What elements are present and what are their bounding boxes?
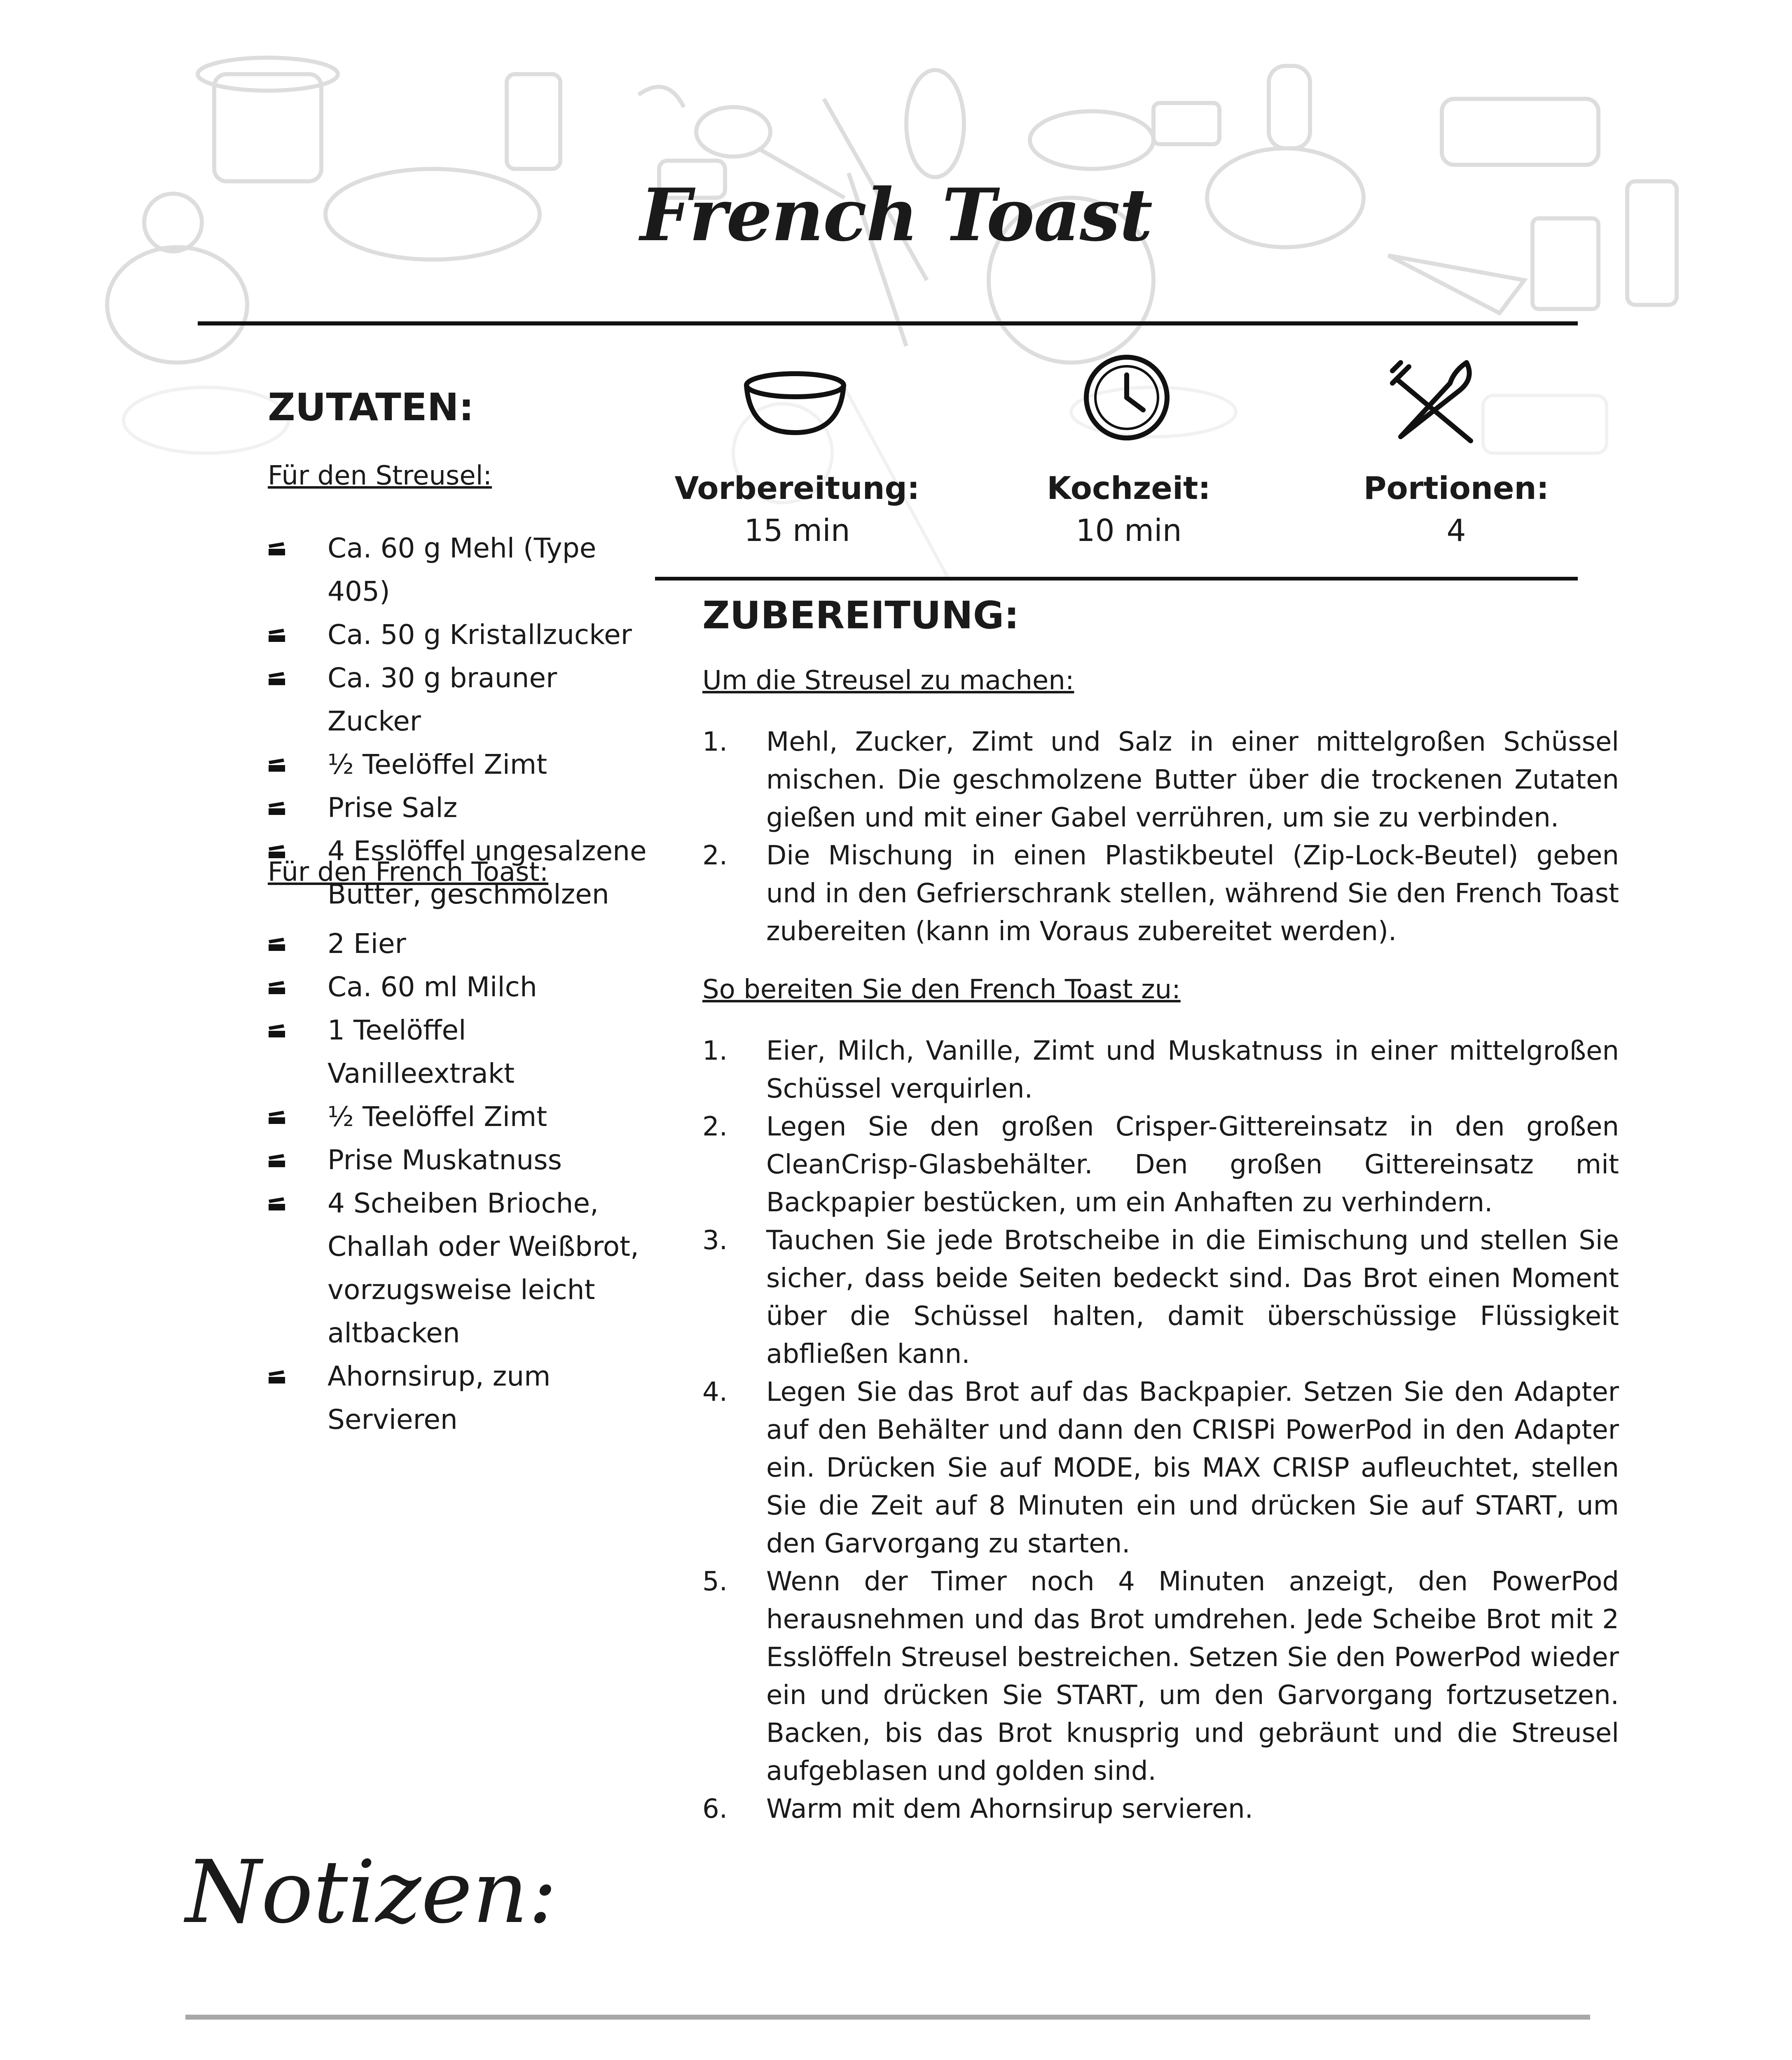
- prep-time-value: 15 min: [744, 513, 850, 548]
- steps-streusel: [702, 723, 1619, 950]
- step-item: 1. Mehl, Zucker, Zimt und Salz in einer mittelgroßen Schüssel mischen. Die geschmolzene Butter über die trockenen Zutaten gießen und mit einer Gabel verrühren, um sie zu verbinden.: [702, 727, 1619, 833]
- bullet-icon: [268, 1197, 286, 1211]
- step-item: 2. Legen Sie den großen Crisper-Gittereinsatz in den großen CleanCrisp-Glasbehälter. Den großen Gittereinsatz mit Backpapier bestücken, um ein Anhaften zu verhindern.: [702, 1112, 1619, 1218]
- ingredient-item: Ca. 60 g Mehl (Type 405): [268, 527, 659, 613]
- servings-value: 4: [1446, 513, 1466, 548]
- preparation-heading: ZUBEREITUNG:: [702, 593, 1020, 637]
- bullet-icon: [268, 1024, 286, 1038]
- clock-icon: [1081, 352, 1172, 443]
- ingredient-item: Prise Salz: [268, 786, 659, 829]
- ingredient-item: ½ Teelöffel Zimt: [268, 743, 659, 786]
- bullet-icon: [268, 1154, 286, 1168]
- ingredient-list-french-toast: [268, 922, 659, 1441]
- ingredient-item: 4 Esslöffel ungesalzene Butter, geschmolzen: [268, 829, 659, 916]
- ingredient-item: 2 Eier: [268, 922, 659, 965]
- ingredients-subheading-streusel: Für den Streusel:: [268, 461, 492, 491]
- step-item: 3. Tauchen Sie jede Brotscheibe in die Eimischung und stellen Sie sicher, dass beide Seiten bedeckt sind. Das Brot einen Moment über die Schüssel halten, damit überschüssige Flüssigkeit abfließen kann.: [702, 1225, 1619, 1369]
- ingredient-item: ½ Teelöffel Zimt: [268, 1095, 659, 1138]
- servings-label: Portionen:: [1363, 470, 1549, 506]
- cook-time-value: 10 min: [1076, 513, 1182, 548]
- bullet-icon: [268, 1111, 286, 1125]
- bullet-icon: [268, 1370, 286, 1384]
- info-divider: [655, 577, 1578, 581]
- bullet-icon: [268, 981, 286, 995]
- ingredient-item: 1 Teelöffel Vanilleextrakt: [268, 1009, 659, 1095]
- step-item: 1. Eier, Milch, Vanille, Zimt und Muskatnuss in einer mittelgroßen Schüssel verquirlen.: [702, 1036, 1619, 1104]
- bullet-icon: [268, 938, 286, 952]
- bowl-icon: [742, 371, 849, 441]
- bullet-icon: [268, 542, 286, 556]
- notes-heading: Notizen:: [185, 1842, 557, 1943]
- ingredient-item: Ca. 60 ml Milch: [268, 965, 659, 1009]
- step-item: 6. Warm mit dem Ahornsirup servieren.: [702, 1794, 1253, 1824]
- preparation-subheading-streusel: Um die Streusel zu machen:: [702, 665, 1074, 696]
- preparation-subheading-french-toast: So bereiten Sie den French Toast zu:: [702, 974, 1181, 1005]
- title-divider: [198, 321, 1578, 325]
- bullet-icon: [268, 629, 286, 643]
- notes-line[interactable]: [185, 2015, 1590, 2020]
- ingredient-item: Prise Muskatnuss: [268, 1138, 659, 1182]
- steps-french-toast: [702, 1032, 1619, 1828]
- bullet-icon: [268, 758, 286, 772]
- ingredient-item: 4 Scheiben Brioche, Challah oder Weißbrot, vorzugsweise leicht altbacken: [268, 1182, 659, 1355]
- fork-knife-icon: [1388, 354, 1479, 445]
- recipe-title: French Toast: [640, 173, 1152, 258]
- ingredients-subheading-french-toast: Für den French Toast:: [268, 857, 549, 887]
- ingredient-item: Ca. 50 g Kristallzucker: [268, 613, 659, 656]
- bullet-icon: [268, 802, 286, 816]
- ingredient-item: Ahornsirup, zum Servieren: [268, 1355, 659, 1441]
- step-item: 4. Legen Sie das Brot auf das Backpapier. Setzen Sie den Adapter auf den Behälter und dann den CRISPi PowerPod in den Adapter ein. Drücken Sie auf MODE, bis MAX CRISP aufleuchtet, stellen Sie die Zeit auf 8 Minuten ein und drücken Sie auf START, um den Garvorgang zu starten.: [702, 1377, 1619, 1559]
- ingredients-heading: ZUTATEN:: [268, 385, 474, 429]
- step-item: 2. Die Mischung in einen Plastikbeutel (Zip-Lock-Beutel) geben und in den Gefrierschrank stellen, während Sie den French Toast zubereiten (kann im Voraus zubereitet werden).: [702, 840, 1619, 947]
- cook-time-label: Kochzeit:: [1047, 470, 1211, 506]
- prep-time-label: Vorbereitung:: [674, 470, 920, 506]
- bullet-icon: [268, 672, 286, 686]
- ingredient-item: Ca. 30 g brauner Zucker: [268, 656, 659, 743]
- step-item: 5. Wenn der Timer noch 4 Minuten anzeigt, den PowerPod herausnehmen und das Brot umdrehen. Jede Scheibe Brot mit 2 Esslöffeln Streusel bestreichen. Setzen Sie den PowerPod wieder ein und drücken Sie START, um den Garvorgang fortzusetzen. Backen, bis das Brot knusprig und gebräunt und die Streusel aufgeblasen und golden sind.: [702, 1566, 1619, 1786]
